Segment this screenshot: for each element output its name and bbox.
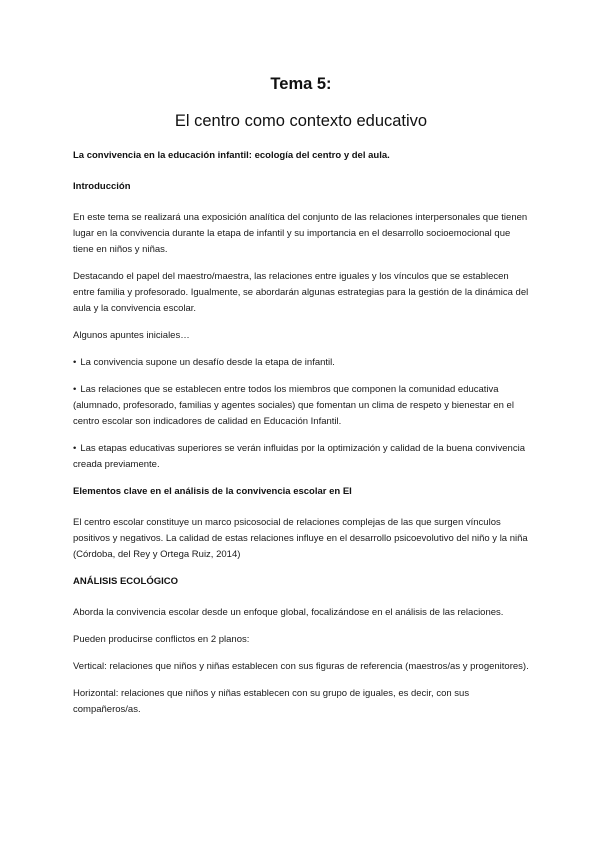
elements-heading: Elementos clave en el análisis de la convivencia escolar en EI [73, 486, 352, 497]
horizontal-plane-paragraph: Horizontal: relaciones que niños y niñas establecen con su grupo de iguales, es decir, con sus compañeros/as. [73, 688, 470, 715]
document-content [73, 74, 529, 729]
notes-label: Algunos apuntes iniciales… [73, 330, 190, 341]
elements-paragraph: El centro escolar constituye un marco psicosocial de relaciones complejas de las que surgen vínculos positivos y negativos. La calidad de estas relaciones influye en el desarrollo psicoevolutivo del niño y la niña (Córdoba, del Rey y Ortega Ruiz, 2014) [73, 517, 528, 560]
document-title: Tema 5: [270, 75, 332, 93]
ecological-paragraph-2: Pueden producirse conflictos en 2 planos: [73, 634, 250, 645]
main-heading: La convivencia en la educación infantil: ecología del centro y del aula. [73, 150, 390, 161]
bullet-item-3: • Las etapas educativas superiores se verán influidas por la optimización y calidad de la buena convivencia creada previamente. [73, 441, 529, 473]
document-subtitle: El centro como contexto educativo [174, 112, 428, 130]
intro-paragraph-2: Destacando el papel del maestro/maestra, las relaciones entre iguales y los vínculos que se establecen entre familia y profesorado. Igualmente, se abordarán algunas estrategias para la gestión de la dinámica del aula y la convivencia escolar. [73, 271, 529, 314]
intro-paragraph-1: En este tema se realizará una exposición analítica del conjunto de las relaciones interpersonales que tienen lugar en la convivencia durante la etapa de infantil y su importancia en el desarrollo socioemocional que tiene en niños y niñas. [73, 212, 528, 255]
ecological-heading: ANÁLISIS ECOLÓGICO [73, 576, 179, 587]
ecological-paragraph-1: Aborda la convivencia escolar desde un enfoque global, focalizándose en el análisis de las relaciones. [73, 607, 504, 618]
intro-heading: Introducción [73, 181, 131, 192]
bullet-item-1: • La convivencia supone un desafío desde la etapa de infantil. [73, 355, 529, 371]
vertical-plane-paragraph: Vertical: relaciones que niños y niñas establecen con sus figuras de referencia (maestros/as y progenitores). [73, 661, 529, 672]
bullet-item-2: • Las relaciones que se establecen entre todos los miembros que componen la comunidad educativa (alumnado, profesorado, familias y agentes sociales) que fomentan un clima de respeto y bienestar en el centro escolar son indicadores de calidad en Educación Infantil. [73, 382, 529, 430]
